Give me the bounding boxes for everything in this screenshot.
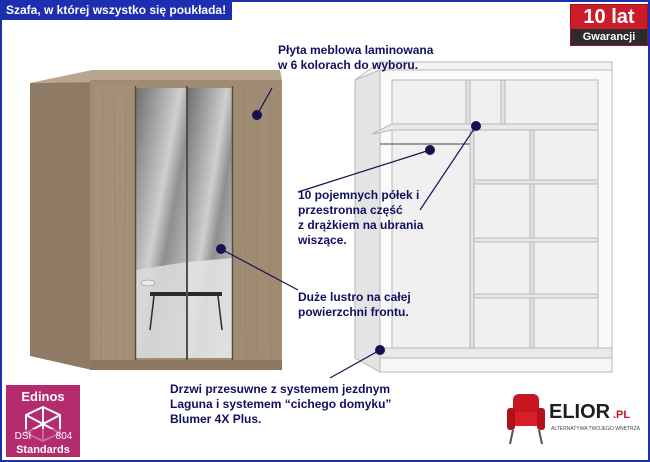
- elior-name: ELIOR: [549, 401, 611, 423]
- feature-mirror: Duże lustro na całej powierzchni frontu.: [298, 290, 411, 319]
- armchair-icon: [507, 394, 545, 444]
- feature-shelves: 10 pojemnych półek i przestronna część z drążkiem na ubrania wiszące.: [298, 188, 424, 247]
- edinos-logo: [6, 385, 80, 457]
- elior-tagline: ALTERNATYWA TWOJEGO WNĘTRZA: [551, 426, 640, 432]
- edinos-dsi: DSI: [14, 431, 32, 442]
- edinos-number: 804: [55, 431, 73, 442]
- edinos-standards: Standards: [16, 444, 70, 456]
- wood-wardrobe: [30, 70, 282, 370]
- elior-domain: .PL: [613, 409, 631, 421]
- warranty-years: 10 lat: [583, 6, 635, 28]
- headline-banner: Szafa, w której wszystko się poukłada!: [0, 0, 232, 20]
- elior-logo: [505, 388, 645, 452]
- feature-board: Płyta meblowa laminowana w 6 kolorach do wyboru.: [278, 43, 434, 72]
- feature-doors: Drzwi przesuwne z systemem jezdnym Laguna i systemem “cichego domyku” Blumer 4X Plus.: [170, 382, 392, 426]
- warranty-label: Gwarancji: [571, 29, 647, 45]
- edinos-name: Edinos: [21, 389, 65, 404]
